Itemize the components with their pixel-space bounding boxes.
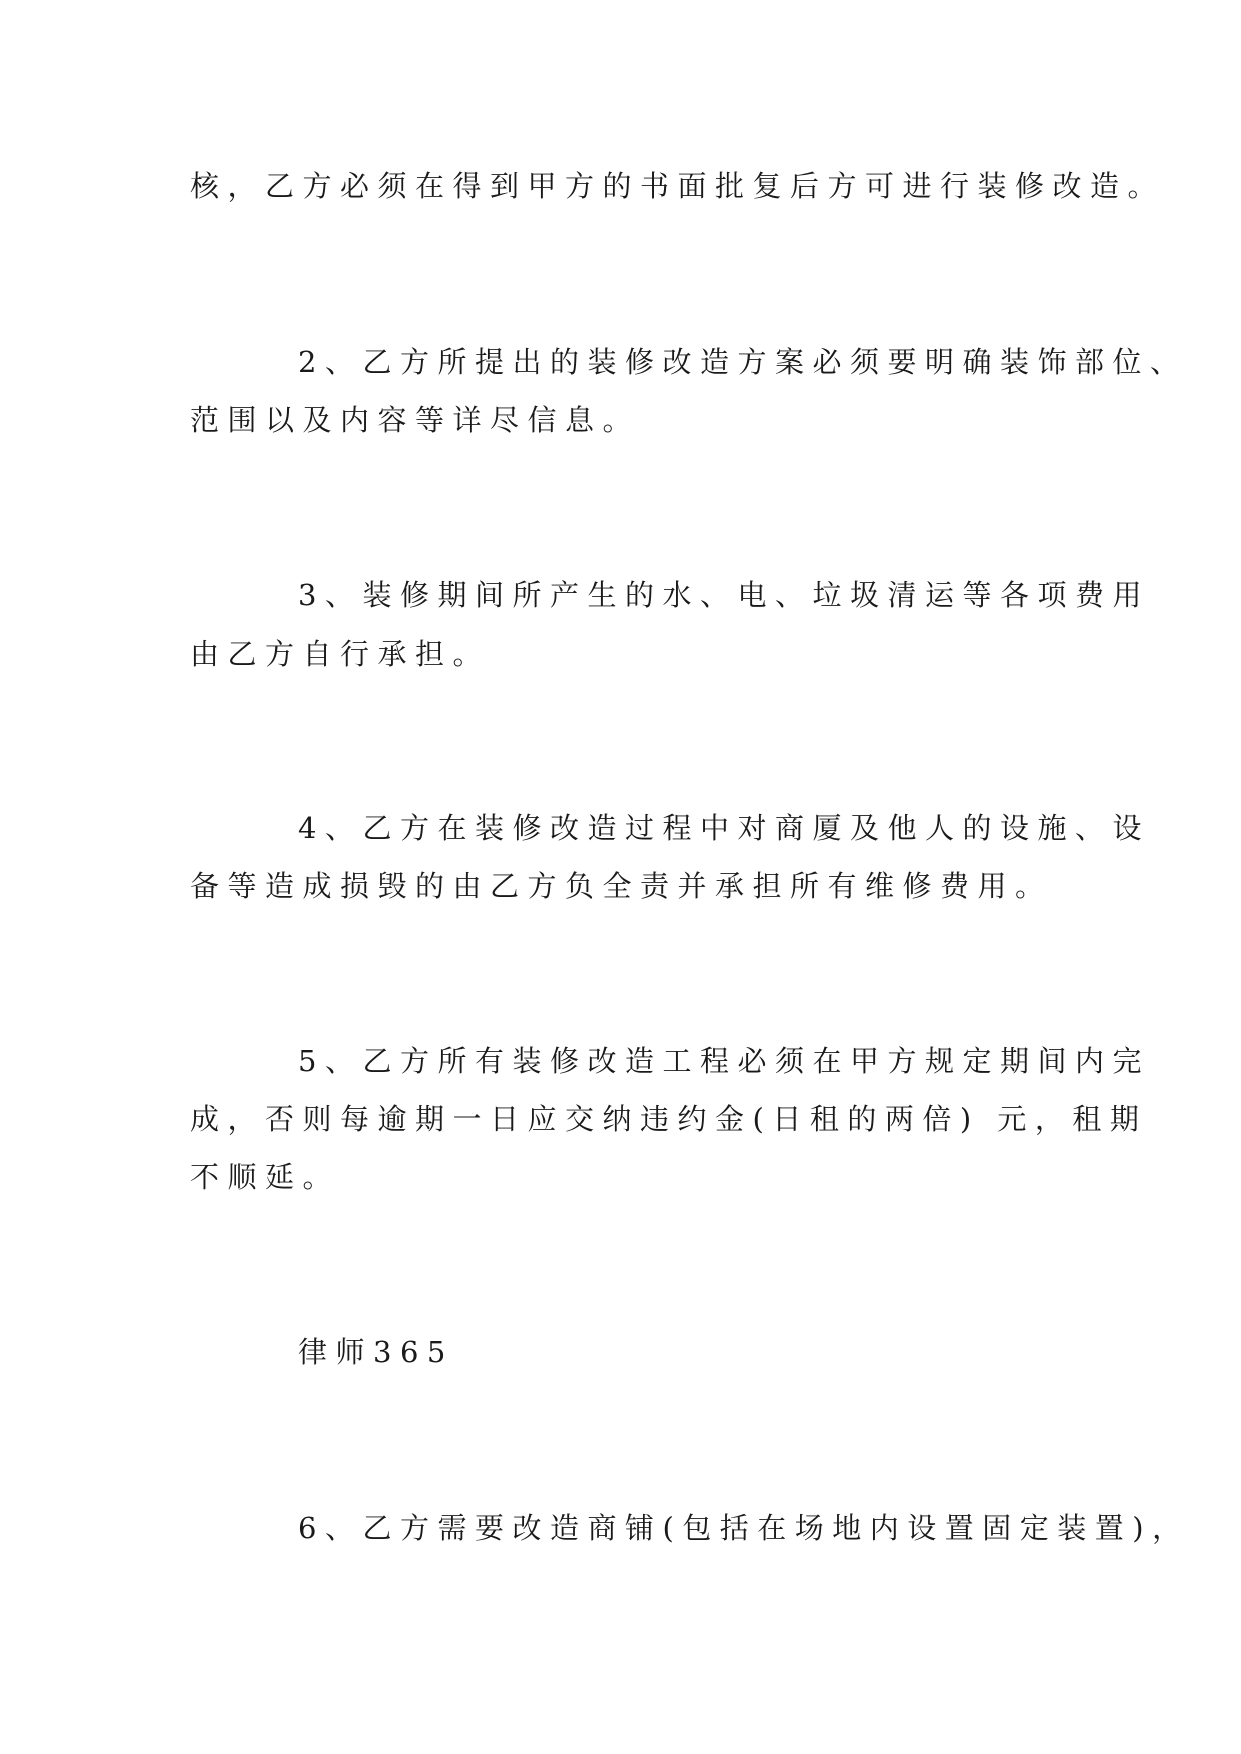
- lawyer-365-line: 律师365: [298, 1335, 454, 1369]
- paragraph-3-line-2: 由乙方自行承担。: [190, 637, 491, 671]
- paragraph-5-line-1: 5、乙方所有装修改造工程必须在甲方规定期间内完: [298, 1044, 1150, 1078]
- paragraph-4-line-1: 4、乙方在装修改造过程中对商厦及他人的设施、设: [298, 811, 1150, 845]
- paragraph-6-line-1: 6、乙方需要改造商铺(包括在场地内设置固定装置)，: [298, 1511, 1190, 1545]
- paragraph-5-line-2: 成，否则每逾期一日应交纳违约金(日租的两倍) 元，租期: [190, 1102, 1148, 1136]
- paragraph-2-line-2: 范围以及内容等详尽信息。: [190, 403, 641, 437]
- paragraph-5-line-3: 不顺延。: [190, 1160, 341, 1194]
- paragraph-4-line-2: 备等造成损毁的由乙方负全责并承担所有维修费用。: [190, 869, 1053, 903]
- paragraph-1-line-1: 核，乙方必须在得到甲方的书面批复后方可进行装修改造。: [190, 169, 1166, 203]
- paragraph-3-line-1: 3、装修期间所产生的水、电、垃圾清运等各项费用: [298, 578, 1150, 612]
- paragraph-2-line-1: 2、乙方所提出的装修改造方案必须要明确装饰部位、: [298, 345, 1188, 379]
